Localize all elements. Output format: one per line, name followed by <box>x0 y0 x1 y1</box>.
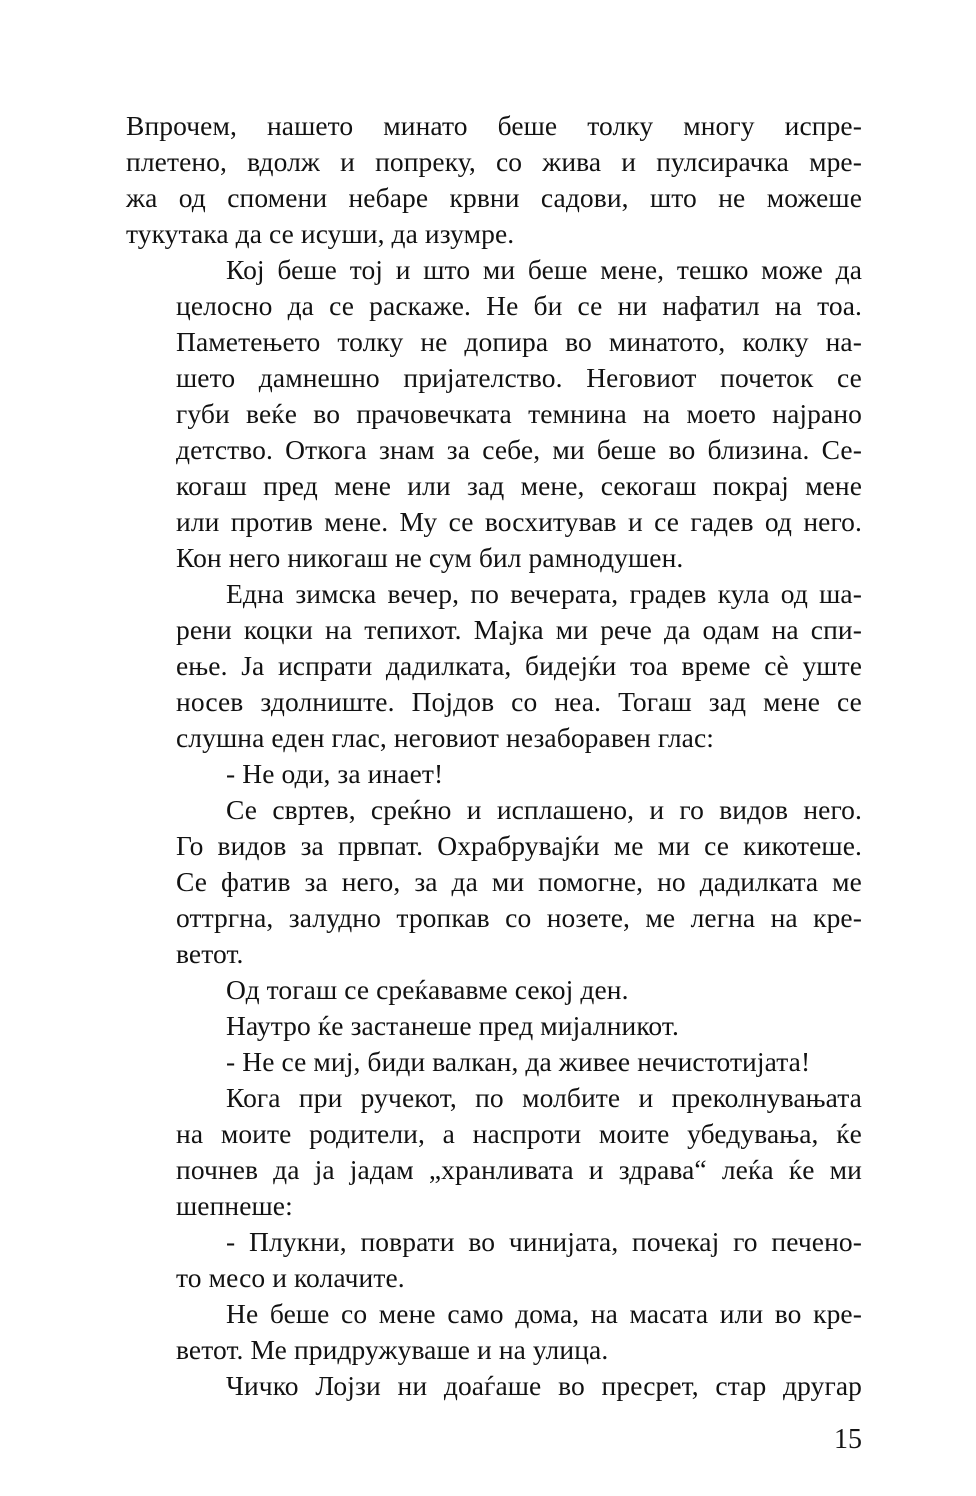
text-line: детство. Откога знам за себе, ми беше во близина. Се- <box>176 434 862 465</box>
text-line: Чичко Лојзи ни доаѓаше во пресрет, стар другар <box>226 1370 862 1401</box>
paragraph <box>126 252 862 576</box>
paragraph <box>126 972 862 1008</box>
text-line: Се свртев, среќно и исплашено, и го видов него. <box>226 794 862 825</box>
text-line: на моите родители, а наспроти моите убедувања, ќе <box>176 1118 862 1149</box>
text-line: - Не се миј, биди валкан, да живее нечистотијата! <box>226 1046 811 1077</box>
text-line: губи веќе во прачовечката темнина на моето најрано <box>176 398 862 429</box>
text-line: шето дамнешно пријателство. Неговиот почеток се <box>176 362 862 393</box>
text-line: ење. Ја испрати дадилката, бидејќи тоа време сѐ уште <box>176 650 862 681</box>
paragraph-dialogue <box>126 1044 862 1080</box>
text-line: целосно да се раскаже. Не би се ни нафатил на тоа. <box>176 290 862 321</box>
text-line: Наутро ќе застанеше пред мијалникот. <box>226 1010 679 1041</box>
text-line: Паметењето толку не допира во минатото, колку на- <box>176 326 862 357</box>
text-line: шепнеше: <box>176 1190 293 1221</box>
text-line: жа од спомени небаре крвни садови, што не можеше <box>126 182 862 213</box>
paragraph <box>126 1080 862 1224</box>
text-line: оттргна, залудно тропкав со нозете, ме легна на кре- <box>176 902 862 933</box>
text-line: ветот. Ме придружуваше и на улица. <box>176 1334 609 1365</box>
paragraph <box>126 576 862 756</box>
text-line: Кој беше тој и што ми беше мене, тешко може да <box>226 254 862 285</box>
paragraph <box>126 1368 862 1404</box>
text-line: - Не оди, за инает! <box>226 758 444 789</box>
text-line: Една зимска вечер, по вечерата, градев кула од ша- <box>226 578 862 609</box>
text-line: почнев да ја јадам „хранливата и здрава“ леќа ќе ми <box>176 1154 862 1185</box>
paragraph-dialogue <box>126 1224 862 1296</box>
paragraph-dialogue <box>126 756 862 792</box>
page-number: 15 <box>834 1424 862 1455</box>
paragraph <box>126 1296 862 1368</box>
text-line: рени коцки на тепихот. Мајка ми рече да одам на спи- <box>176 614 862 645</box>
text-line: носев здолниште. Појдов со неа. Тогаш зад мене се <box>176 686 862 717</box>
text-line: когаш пред мене или зад мене, секогаш покрај мене <box>176 470 862 501</box>
text-line: то месо и колачите. <box>176 1262 405 1293</box>
page-text-body <box>126 108 862 1404</box>
text-line: плетено, вдолж и попреку, со жива и пулсирачка мре- <box>126 146 862 177</box>
text-line: Не беше со мене само дома, на масата или во кре- <box>226 1298 862 1329</box>
paragraph <box>126 792 862 972</box>
text-line: Го видов за првпат. Охрабрувајќи ме ми се кикотеше. <box>176 830 862 861</box>
text-line: Се фатив за него, за да ми помогне, но дадилката ме <box>176 866 862 897</box>
paragraph <box>126 108 862 252</box>
text-line: Кога при ручекот, по молбите и преколнувањата <box>226 1082 862 1113</box>
text-line: - Плукни, поврати во чинијата, почекај го печено- <box>226 1226 862 1257</box>
text-line: тукутака да се исуши, да изумре. <box>126 218 515 249</box>
text-line: слушна еден глас, неговиот незаборавен глас: <box>176 722 715 753</box>
paragraph <box>126 1008 862 1044</box>
text-line: ветот. <box>176 938 244 969</box>
text-line: или против мене. Му се восхитував и се гадев од него. <box>176 506 862 537</box>
text-line: Кон него никогаш не сум бил рамнодушен. <box>176 542 684 573</box>
text-line: Од тогаш се среќававме секој ден. <box>226 974 629 1005</box>
text-line: Впрочем, нашето минато беше толку многу испре- <box>126 110 862 141</box>
